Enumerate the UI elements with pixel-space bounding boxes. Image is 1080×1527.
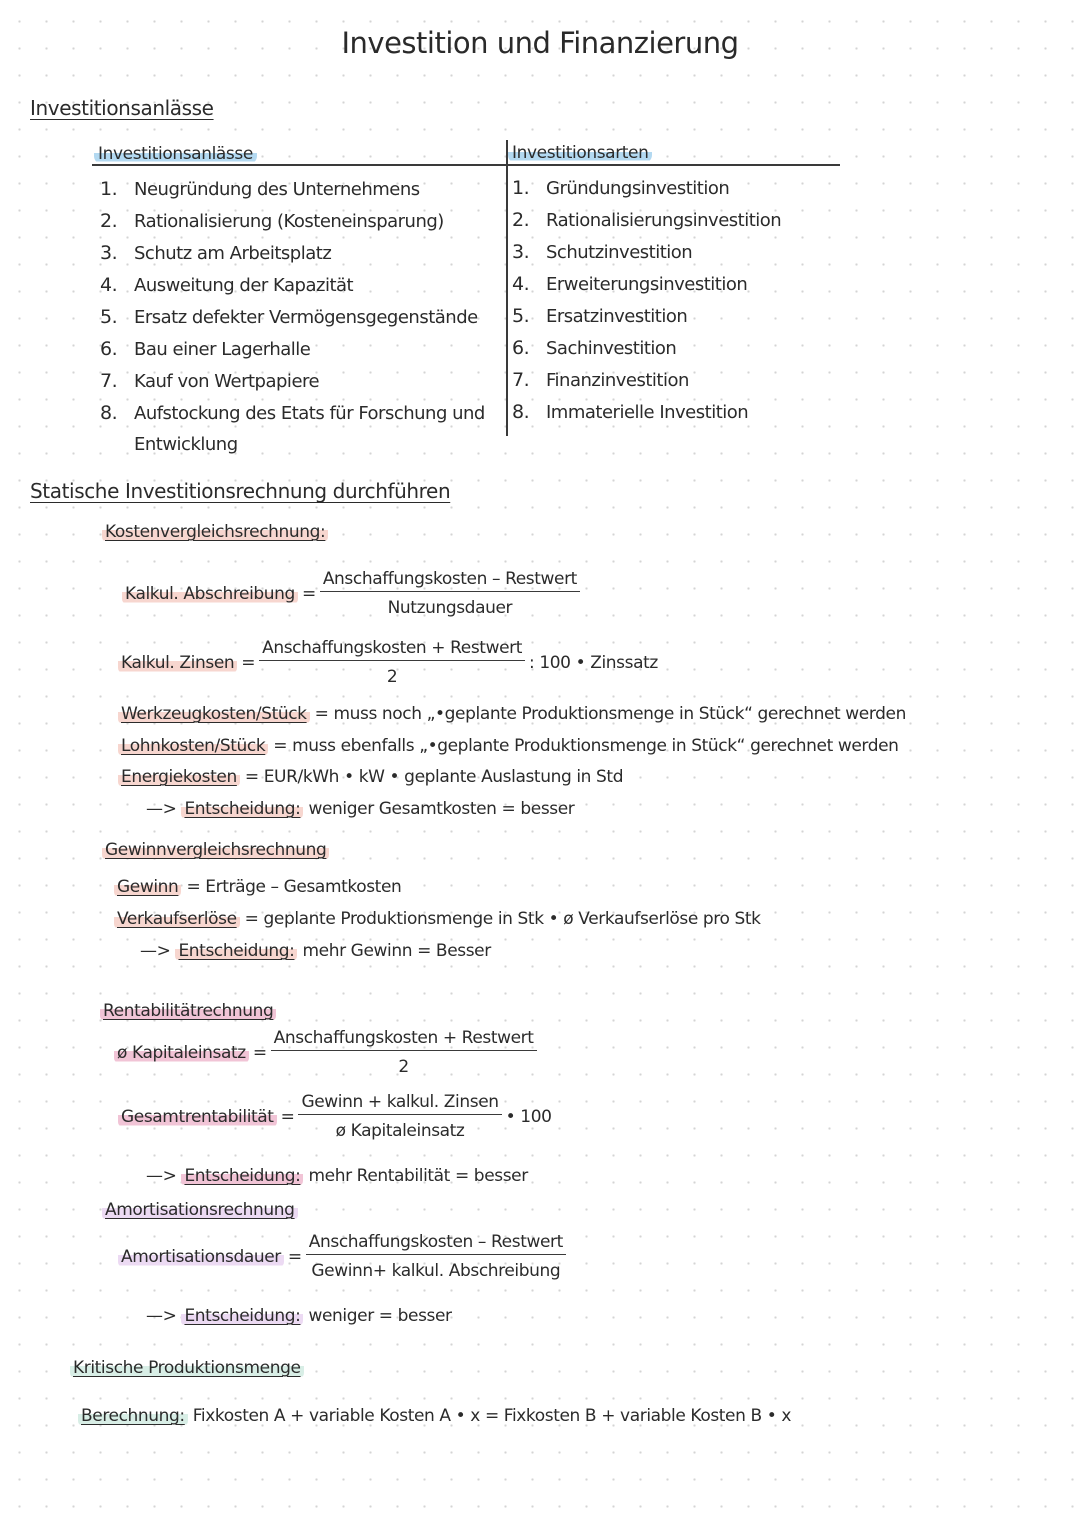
line-lohnkosten: Lohnkosten/Stück = muss ebenfalls „•geplante Produktionsmenge in Stück“ gerechnet werden [118, 736, 899, 756]
decision-kostenvergleich: —> Entscheidung: weniger Gesamtkosten = besser [146, 799, 575, 819]
list-item: 1. Neugründung des Unternehmens [100, 178, 420, 200]
formula-amortisationsdauer: Amortisationsdauer = $\frac{\text{Anschaffungskosten – Restwert}}{\text{Gewinn+ kalkul. Abschreibung}}$ [118, 1232, 566, 1281]
line-werkzeugkosten: Werkzeugkosten/Stück = muss noch „•geplante Produktionsmenge in Stück“ gerechnet werden [118, 704, 906, 724]
subheading-gewinnvergleich: Gewinnvergleichsrechnung [102, 840, 329, 860]
list-item: 7. Finanzinvestition [512, 369, 689, 391]
subheading-rentabilitaet: Rentabilitätrechnung [100, 1001, 276, 1021]
list-item: 5. Ersatz defekter Vermögensgegenstände [100, 306, 478, 328]
list-item: 2. Rationalisierungsinvestition [512, 209, 782, 231]
list-item: 8. Immaterielle Investition [512, 401, 749, 423]
line-verkaufserloese: Verkaufserlöse = geplante Produktionsmenge in Stk • ø Verkaufserlöse pro Stk [114, 909, 761, 929]
list-item: 5. Ersatzinvestition [512, 305, 688, 327]
section-heading-investitionsanlaesse: Investitionsanlässe [30, 96, 214, 120]
list-item: 8. Aufstockung des Etats für Forschung und [100, 402, 485, 424]
formula-kapitaleinsatz: ø Kapitaleinsatz = $\frac{\text{Anschaffungskosten + Restwert}}{2}$ [114, 1028, 537, 1077]
list-item: 4. Ausweitung der Kapazität [100, 274, 354, 296]
formula-abschreibung: Kalkul. Abschreibung = $\frac{\text{Anschaffungskosten – Restwert}}{\text{Nutzungsdauer}}$ [122, 569, 580, 618]
list-item: 1. Gründungsinvestition [512, 177, 730, 199]
column-header-arten: Investitionsarten [508, 143, 652, 163]
subheading-kritische-menge: Kritische Produktionsmenge [70, 1358, 304, 1378]
table-header-rule [92, 164, 840, 166]
list-item: 3. Schutzinvestition [512, 241, 693, 263]
line-energiekosten: Energiekosten = EUR/kWh • kW • geplante Auslastung in Std [118, 767, 623, 787]
line-berechnung: Berechnung: Fixkosten A + variable Kosten A • x = Fixkosten B + variable Kosten B • x [78, 1406, 791, 1426]
page-title: Investition und Finanzierung [341, 26, 739, 60]
list-item-continuation: Entwicklung [134, 434, 238, 455]
formula-zinsen: Kalkul. Zinsen = $\frac{\text{Anschaffungskosten + Restwert}}{2}$ : 100 • Zinssatz [118, 638, 662, 687]
list-item: 2. Rationalisierung (Kosteneinsparung) [100, 210, 444, 232]
list-item: 6. Bau einer Lagerhalle [100, 338, 311, 360]
formula-gesamtrentabilitaet: Gesamtrentabilität = $\frac{\text{Gewinn + kalkul. Zinsen}}{\text{ø Kapitaleinsatz}}$ • 100 [118, 1092, 556, 1141]
subheading-kostenvergleich: Kostenvergleichsrechnung: [102, 522, 328, 542]
section-heading-statische-rechnung: Statische Investitionsrechnung durchführen [30, 479, 451, 503]
list-item: 3. Schutz am Arbeitsplatz [100, 242, 332, 264]
column-header-anlaesse: Investitionsanlässe [94, 144, 257, 164]
subheading-amortisation: Amortisationsrechnung [102, 1200, 298, 1220]
list-item: 6. Sachinvestition [512, 337, 677, 359]
line-gewinn: Gewinn = Erträge – Gesamtkosten [114, 877, 401, 897]
decision-amortisation: —> Entscheidung: weniger = besser [146, 1306, 452, 1326]
table-column-divider [506, 140, 508, 436]
decision-rentabilitaet: —> Entscheidung: mehr Rentabilität = besser [146, 1166, 528, 1186]
decision-gewinnvergleich: —> Entscheidung: mehr Gewinn = Besser [140, 941, 491, 961]
list-item: 4. Erweiterungsinvestition [512, 273, 748, 295]
list-item: 7. Kauf von Wertpapiere [100, 370, 320, 392]
